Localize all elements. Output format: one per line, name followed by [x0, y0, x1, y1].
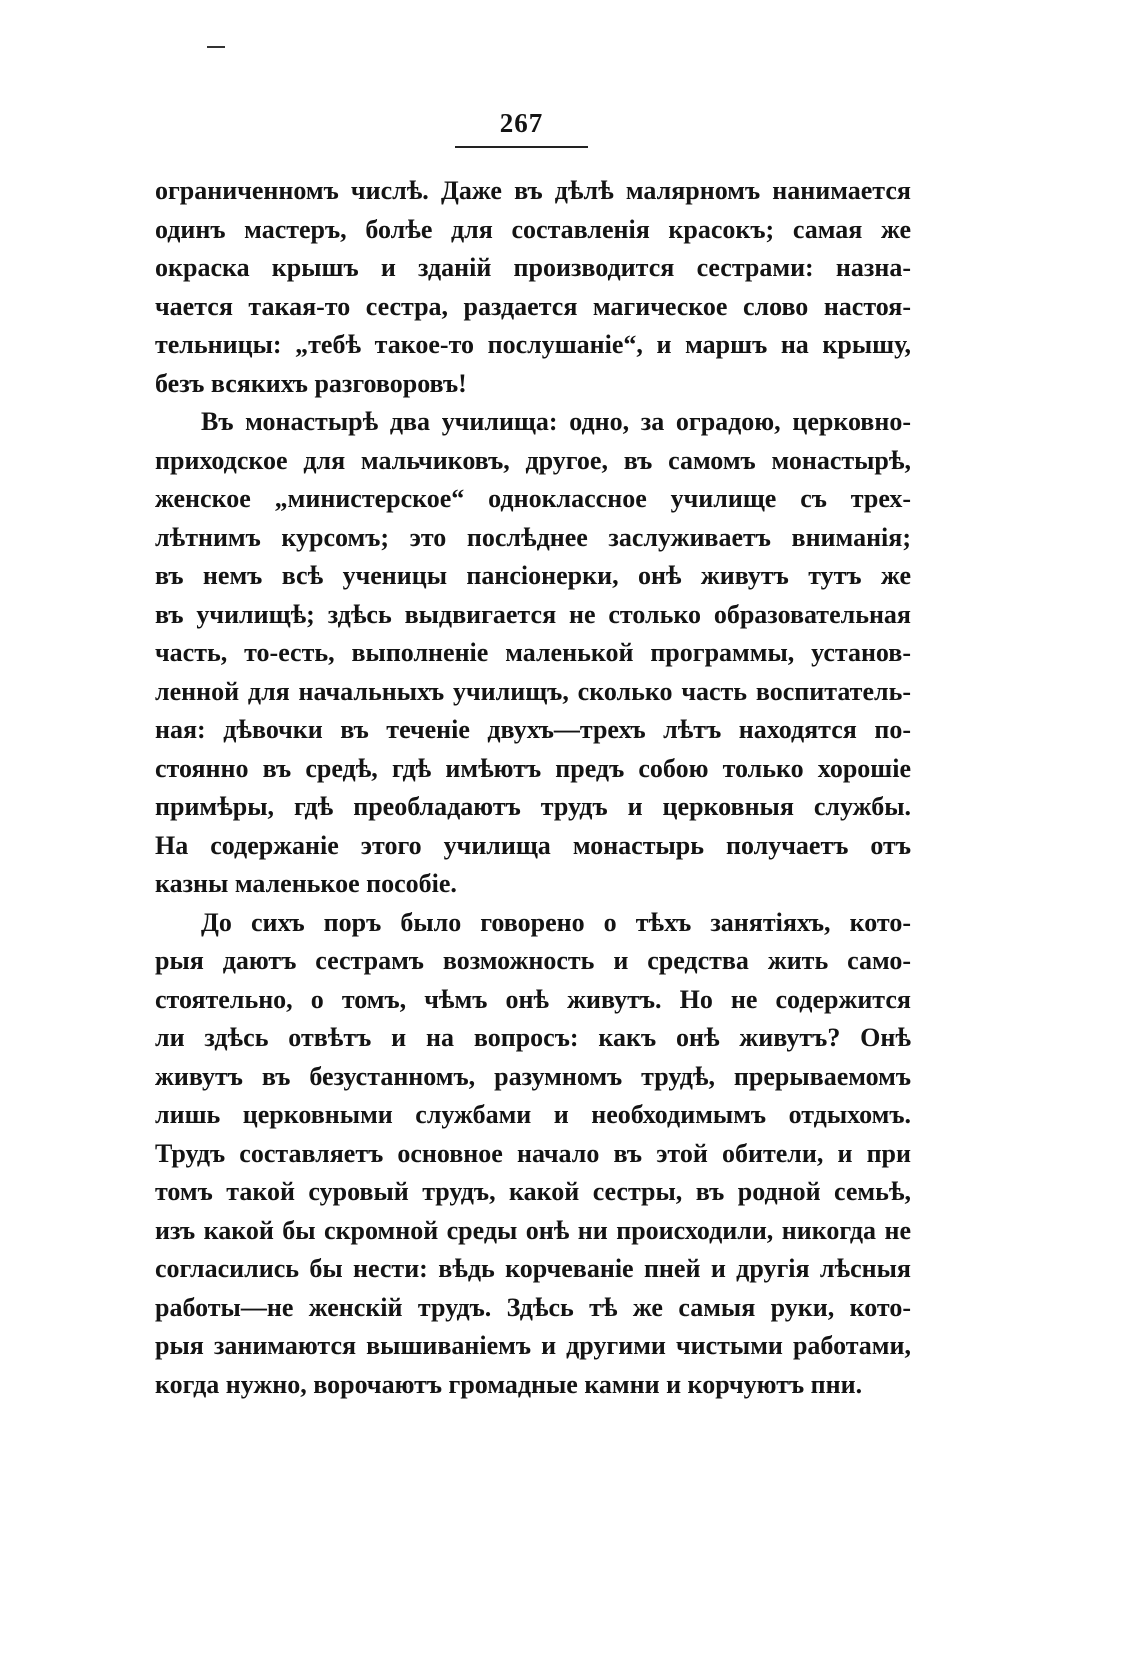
text-line: казны маленькое пособіе.	[155, 869, 457, 898]
text-line: ограниченномъ числѣ. Даже въ дѣлѣ малярномъ нанимается	[155, 176, 911, 205]
text-line: примѣры, гдѣ преобладаютъ трудъ и церковныя службы.	[155, 792, 911, 821]
text-line: приходское для мальчиковъ, другое, въ самомъ монастырѣ,	[155, 445, 911, 475]
text-line: въ училищѣ; здѣсь выдвигается не столько образовательная	[155, 599, 911, 629]
body-text	[155, 172, 911, 1404]
text-line: До сихъ поръ было говорено о тѣхъ занятіяхъ, кото-	[201, 907, 911, 937]
text-line: Трудъ составляетъ основное начало въ этой обители, и при	[155, 1138, 911, 1168]
text-line: чается такая-то сестра, раздается магическое слово настоя-	[155, 291, 911, 321]
text-line: лѣтнимъ курсомъ; это послѣднее заслуживаетъ вниманія;	[155, 522, 911, 552]
text-line: ная: дѣвочки въ теченіе двухъ—трехъ лѣтъ находятся по-	[155, 715, 911, 744]
page-number-rule	[455, 146, 588, 148]
text-line: окраска крышъ и зданій производится сестрами: назна-	[155, 253, 911, 282]
text-line: стоятельно, о томъ, чѣмъ онѣ живутъ. Но не содержится	[155, 984, 911, 1014]
scan-mark	[207, 46, 225, 48]
text-line: Въ монастырѣ два училища: одно, за оградою, церковно-	[201, 407, 911, 436]
text-line: лишь церковными службами и необходимымъ отдыхомъ.	[155, 1100, 911, 1129]
text-line: На содержаніе этого училища монастырь получаетъ отъ	[155, 830, 911, 860]
text-line: тельницы: „тебѣ такое-то послушаніе“, и маршъ на крышу,	[155, 330, 911, 359]
page-number: 267	[499, 108, 544, 138]
text-line: безъ всякихъ разговоровъ!	[155, 368, 467, 398]
paragraph	[155, 403, 911, 904]
text-line: часть, то-есть, выполненіе маленькой программы, установ-	[155, 638, 911, 667]
paragraph	[155, 172, 911, 403]
text-line: рыя занимаются вышиваніемъ и другими чистыми работами,	[155, 1331, 911, 1360]
text-line: одинъ мастеръ, болѣе для составленія красокъ; самая же	[155, 214, 911, 244]
text-line: согласились бы нести: вѣдь корчеваніе пней и другія лѣсныя	[155, 1254, 911, 1283]
text-line: живутъ въ безустанномъ, разумномъ трудѣ, прерываемомъ	[155, 1061, 911, 1091]
text-line: ленной для начальныхъ училищъ, сколько часть воспитатель-	[155, 676, 911, 706]
text-line: изъ какой бы скромной среды онѣ ни происходили, никогда не	[155, 1215, 911, 1245]
text-line: томъ такой суровый трудъ, какой сестры, въ родной семьѣ,	[155, 1177, 911, 1206]
text-line: рыя даютъ сестрамъ возможность и средства жить само-	[155, 946, 911, 975]
text-line: ли здѣсь отвѣтъ и на вопросъ: какъ онѣ живутъ? Онѣ	[155, 1023, 911, 1052]
text-line: работы—не женскій трудъ. Здѣсь тѣ же самыя руки, кото-	[155, 1292, 911, 1322]
text-line: когда нужно, ворочаютъ громадные камни и корчуютъ пни.	[155, 1369, 863, 1399]
text-line: стоянно въ средѣ, гдѣ имѣютъ предъ собою только хорошіе	[155, 753, 911, 783]
text-line: женское „министерское“ одноклассное училище съ трех-	[155, 484, 911, 513]
text-line: въ немъ всѣ ученицы пансіонерки, онѣ живутъ тутъ же	[155, 561, 911, 590]
paragraph	[155, 904, 911, 1405]
